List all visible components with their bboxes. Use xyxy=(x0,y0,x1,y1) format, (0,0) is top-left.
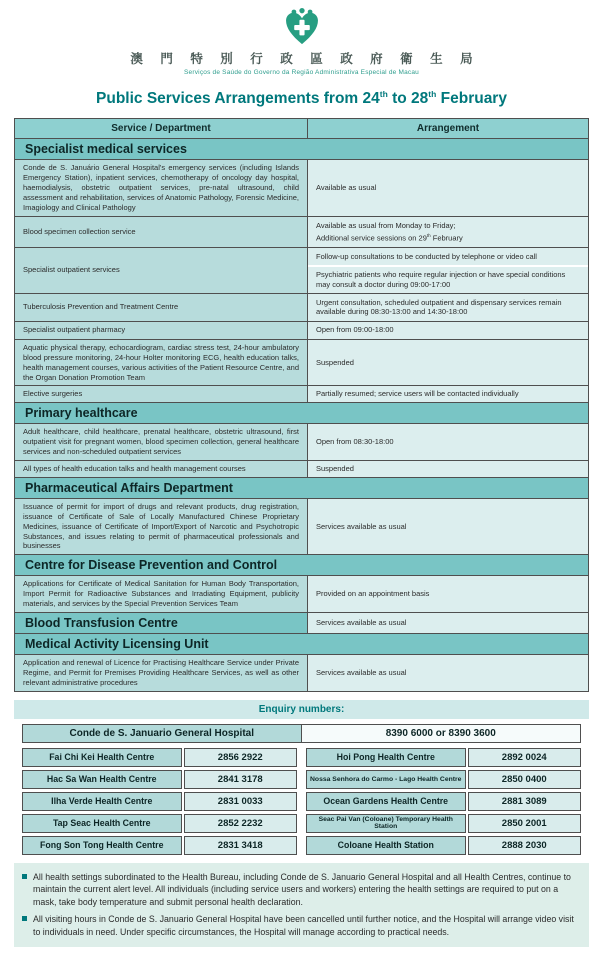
arrangement-subcell xyxy=(308,265,588,293)
table-row xyxy=(15,575,588,612)
table-row xyxy=(15,159,588,215)
centre-name: Ilha Verde Health Centre xyxy=(22,792,182,811)
arrangement-cell xyxy=(307,655,588,691)
table-row xyxy=(15,216,588,247)
section-header-pharmaceutical-affairs: Pharmaceutical Affairs Department xyxy=(15,477,588,498)
arrangement-cell xyxy=(307,294,588,321)
footnote-text: All health settings subordinated to the Health Bureau, including Conde de S. Januario General Hospital and all Health Centres, continue to maintain the current alert level. All individuals (including service users and workers) entering the health settings are required to put on a mask, take body temperature and submit personal health declaration. xyxy=(33,871,571,907)
health-centre-row xyxy=(22,748,297,767)
service-cell xyxy=(15,217,307,247)
centre-phone: 2856 2922 xyxy=(184,748,298,767)
square-bullet-icon xyxy=(22,916,27,921)
centre-phone: 2850 0400 xyxy=(468,770,582,789)
hospital-enquiry-row xyxy=(22,724,581,743)
services-table xyxy=(14,118,589,692)
centre-name: Hoi Pong Health Centre xyxy=(306,748,466,767)
centre-name: Seac Pai Van (Coloane) Temporary Health Station xyxy=(306,814,466,833)
hospital-name: Conde de S. Januario General Hospital xyxy=(23,725,302,742)
arrangement-cell xyxy=(307,322,588,339)
health-centres-right-column xyxy=(306,748,581,855)
centre-name: Nossa Senhora do Carmo - Lago Health Centre xyxy=(306,770,466,789)
centre-phone: 2888 2030 xyxy=(468,836,582,855)
centre-name: Hac Sa Wan Health Centre xyxy=(22,770,182,789)
arrangement-cell xyxy=(307,576,588,612)
health-bureau-logo-icon xyxy=(282,8,322,46)
table-row xyxy=(15,339,588,386)
footnote-item xyxy=(22,871,579,908)
service-text: Blood specimen collection service xyxy=(23,226,136,236)
health-centre-row xyxy=(22,814,297,833)
arrangement-text: Services available as usual xyxy=(316,667,407,677)
footnotes xyxy=(14,863,589,947)
square-bullet-icon xyxy=(22,874,27,879)
arrangement-text: Partially resumed; service users will be contacted individually xyxy=(316,389,519,399)
service-cell xyxy=(15,340,307,386)
section-title-text: Blood Transfusion Centre xyxy=(25,616,178,631)
service-text: Application and renewal of Licence for Practising Healthcare Service under Private Regime, and Permit for Premises Providing Healthcare Services, as well as other relevant administrative procedures xyxy=(23,658,299,687)
section-header-blood-transfusion-centre xyxy=(15,613,307,633)
centre-phone: 2850 2001 xyxy=(468,814,582,833)
arrangement-subcell xyxy=(308,248,588,265)
centre-phone: 2881 3089 xyxy=(468,792,582,811)
centre-name: Tap Seac Health Centre xyxy=(22,814,182,833)
table-row xyxy=(15,654,588,691)
arrangement-cell xyxy=(307,160,588,215)
footnote-item xyxy=(22,913,579,938)
arrangement-text: Urgent consultation, scheduled outpatient and dispensary services remain available during 08:30-13:00 and 14:30-18:00 xyxy=(316,297,562,317)
section-header-primary-healthcare: Primary healthcare xyxy=(15,402,588,423)
centre-name: Fai Chi Kei Health Centre xyxy=(22,748,182,767)
column-header-arrangement: Arrangement xyxy=(307,119,588,138)
section-header-cdc: Centre for Disease Prevention and Control xyxy=(15,554,588,575)
arrangement-text: Open from 09:00-18:00 xyxy=(316,325,394,335)
service-text: Adult healthcare, child healthcare, prenatal healthcare, obstetric ultrasound, first outpatient visit for pregnant women, blood specimen collection, general healthcare services and non-scheduled outpatient services xyxy=(23,427,299,457)
service-text: Applications for Certificate of Medical Sanitation for Human Body Transportation, Import Permit for Radioactive Substances and Irradiating Equipment, publicity materials, and services by the Special Prevention Services Team xyxy=(23,579,299,609)
service-cell xyxy=(15,424,307,460)
arrangement-cell xyxy=(307,499,588,554)
centre-phone: 2831 3418 xyxy=(184,836,298,855)
service-cell xyxy=(15,386,307,402)
arrangement-text: Follow-up consultations to be conducted by telephone or video call xyxy=(316,251,537,261)
centre-phone: 2852 2232 xyxy=(184,814,298,833)
table-row xyxy=(15,293,588,321)
health-centres-left-column xyxy=(22,748,297,855)
service-text: All types of health education talks and health management courses xyxy=(23,464,246,474)
table-row xyxy=(15,423,588,460)
table-header-row xyxy=(15,119,588,138)
arrangement-text: Psychiatric patients who require regular injection or have special conditions may consult a doctor during 09:00-17:00 xyxy=(316,270,566,289)
service-text: Tuberculosis Prevention and Treatment Centre xyxy=(23,302,179,312)
service-text: Elective surgeries xyxy=(23,389,83,399)
health-centre-row xyxy=(22,792,297,811)
arrangement-text: Additional service sessions on 29th February xyxy=(316,232,463,242)
arrangement-text: Available as usual from Monday to Friday; xyxy=(316,220,456,230)
service-text: Issuance of permit for import of drugs and relevant products, drug registration, issuance of Certificate of Sale of Locally Manufactured Chinese Proprietary Medicines, issuance of Certificate of Import/Export of Narcotic and Psychotropic Substances, and issues relating to permit of pharmaceutical professionals and businesses xyxy=(23,501,299,551)
service-text: Specialist outpatient pharmacy xyxy=(23,325,126,335)
health-centre-row xyxy=(306,814,581,833)
service-cell xyxy=(15,248,307,293)
arrangement-cell xyxy=(307,386,588,402)
health-centre-row xyxy=(306,792,581,811)
health-centres-grid xyxy=(22,748,581,855)
centre-name: Coloane Health Station xyxy=(306,836,466,855)
service-cell xyxy=(15,160,307,215)
centre-phone: 2892 0024 xyxy=(468,748,582,767)
service-cell xyxy=(15,461,307,477)
arrangement-cell xyxy=(307,461,588,477)
arrangement-text: Suspended xyxy=(316,464,354,474)
enquiry-numbers-header: Enquiry numbers: xyxy=(14,700,589,719)
centre-phone: 2831 0033 xyxy=(184,792,298,811)
page-title: Public Services Arrangements from 24th to 28th February xyxy=(96,89,507,108)
service-text: Conde de S. Januário General Hospital's emergency services (including Islands Emergency Station), inpatient services, chemotherapy of oncology day hospital, haemodialysis, obstetric outpatient services, pre-natal ultrasound, child assessment and rehabilitation, services of Anatomic Pathology, Forensic Medicine, Imagiology and Clinical Pathology xyxy=(23,163,299,212)
centre-name: Fong Son Tong Health Centre xyxy=(22,836,182,855)
health-centre-row xyxy=(306,748,581,767)
arrangement-text: Available as usual xyxy=(316,182,377,192)
table-row xyxy=(15,385,588,402)
org-name-chinese: 澳 門 特 別 行 政 區 政 府 衛 生 局 xyxy=(130,52,480,66)
arrangement-text: Services available as usual xyxy=(316,521,407,531)
table-row xyxy=(15,460,588,477)
service-cell xyxy=(15,576,307,612)
arrangement-cell xyxy=(307,340,588,386)
centre-phone: 2841 3178 xyxy=(184,770,298,789)
service-cell xyxy=(15,499,307,554)
hospital-phone: 8390 6000 or 8390 3600 xyxy=(302,725,581,742)
table-row xyxy=(15,498,588,554)
service-text: Aquatic physical therapy, echocardiogram, cardiac stress test, 24-hour ambulatory blood pressure monitoring, 24-hour Holter monitoring ECG, health education talks, health management courses, various activities of the Patient Resource Centre, and the Organ Donation Promotion Team xyxy=(23,342,299,382)
arrangement-text: Suspended xyxy=(316,357,354,367)
service-cell xyxy=(15,655,307,691)
arrangement-cell xyxy=(307,248,588,293)
arrangement-cell xyxy=(307,613,588,633)
table-row xyxy=(15,612,588,633)
service-cell xyxy=(15,322,307,339)
arrangement-text: Provided on an appointment basis xyxy=(316,589,430,599)
org-header xyxy=(0,8,603,76)
table-row xyxy=(15,321,588,339)
arrangement-cell xyxy=(307,424,588,460)
service-text: Specialist outpatient services xyxy=(23,265,120,275)
arrangement-text: Services available as usual xyxy=(316,618,407,628)
section-header-specialist-medical-services: Specialist medical services xyxy=(15,138,588,159)
section-header-medical-activity-licensing: Medical Activity Licensing Unit xyxy=(15,633,588,654)
centre-name: Ocean Gardens Health Centre xyxy=(306,792,466,811)
health-centre-row xyxy=(306,770,581,789)
table-row xyxy=(15,247,588,293)
org-name-portuguese: Serviços de Saúde do Governo da Região Administrativa Especial de Macau xyxy=(184,69,419,76)
service-cell xyxy=(15,294,307,321)
health-centre-row xyxy=(22,770,297,789)
column-header-service: Service / Department xyxy=(111,123,211,135)
arrangement-text: Open from 08:30-18:00 xyxy=(316,437,394,447)
footnote-text: All visiting hours in Conde de S. Januario General Hospital have been cancelled until further notice, and the Hospital will arrange video visit to individuals in need. Under specific circumstances, the Hospital will manage according to practical needs. xyxy=(33,914,574,937)
arrangement-cell xyxy=(307,217,588,247)
